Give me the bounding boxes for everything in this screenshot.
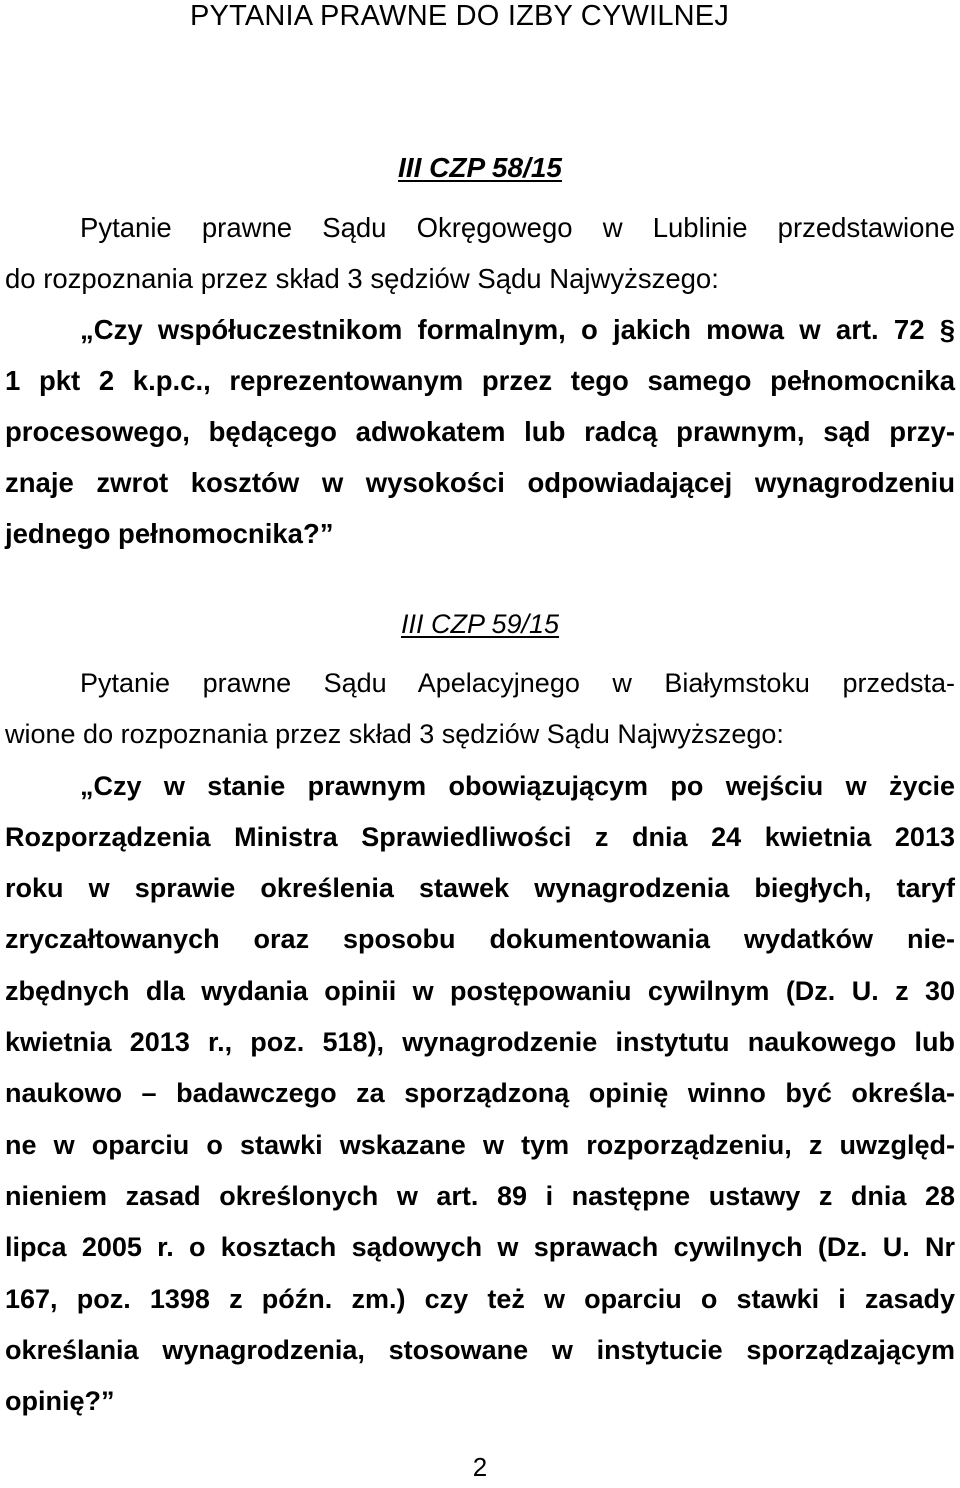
case-58-15-intro-line: do rozpoznania przez skład 3 sędziów Sądu Najwyższego:: [5, 263, 719, 294]
case-59-15-question-line: roku w sprawie określenia stawek wynagrodzenia biegłych, taryf: [5, 873, 955, 904]
case-59-15-question-line: naukowo – badawczego za sporządzoną opinię winno być określa-: [5, 1078, 955, 1109]
case-59-15-question-line: zbędnych dla wydania opinii w postępowaniu cywilnym (Dz. U. z 30: [5, 975, 955, 1006]
page-header: PYTANIA PRAWNE DO IZBY CYWILNEJ: [190, 0, 730, 32]
case-59-15-question-line: określania wynagrodzenia, stosowane w instytucie sporządzającym: [5, 1334, 955, 1365]
case-58-15-question-line: 1 pkt 2 k.p.c., reprezentowanym przez tego samego pełnomocnika: [5, 365, 955, 396]
page-number: 2: [472, 1452, 488, 1482]
case-59-15-question-line: zryczałtowanych oraz sposobu dokumentowania wydatków nie-: [5, 924, 955, 955]
case-58-15-question-line: jednego pełnomocnika?”: [5, 518, 334, 549]
case-59-15-question-line: opinię?”: [5, 1386, 115, 1417]
case-signature-58-15: III CZP 58/15: [398, 152, 562, 183]
case-59-15-question-line: kwietnia 2013 r., poz. 518), wynagrodzenie instytutu naukowego lub: [5, 1027, 955, 1058]
case-59-15-text: [5, 658, 955, 1427]
case-59-15-intro-line: Pytanie prawne Sądu Apelacyjnego w Białymstoku przedsta-: [80, 668, 955, 698]
case-signature-59-15: III CZP 59/15: [400, 609, 560, 639]
case-59-15-question-line: ne w oparciu o stawki wskazane w tym rozporządzeniu, z uwzględ-: [5, 1129, 955, 1160]
case-58-15-question-line: procesowego, będącego adwokatem lub radcą prawnym, sąd przy-: [5, 416, 955, 447]
case-58-15-question-line: znaje zwrot kosztów w wysokości odpowiadającej wynagrodzeniu: [5, 467, 955, 498]
case-59-15-question-line: lipca 2005 r. o kosztach sądowych w sprawach cywilnych (Dz. U. Nr: [5, 1232, 955, 1263]
case-58-15-text: [5, 202, 955, 559]
case-58-15-question-line: „Czy współuczestnikom formalnym, o jakich mowa w art. 72 §: [80, 314, 955, 345]
case-59-15-question-line: „Czy w stanie prawnym obowiązującym po wejściu w życie: [80, 770, 955, 801]
case-58-15-intro-line: Pytanie prawne Sądu Okręgowego w Lublinie przedstawione: [80, 212, 955, 243]
case-59-15-question-line: nieniem zasad określonych w art. 89 i następne ustawy z dnia 28: [5, 1180, 955, 1211]
case-59-15-question-line: Rozporządzenia Ministra Sprawiedliwości z dnia 24 kwietnia 2013: [5, 821, 955, 852]
case-59-15-question-line: 167, poz. 1398 z późn. zm.) czy też w oparciu o stawki i zasady: [5, 1283, 955, 1314]
case-59-15-intro-line: wione do rozpoznania przez skład 3 sędziów Sądu Najwyższego:: [5, 719, 784, 750]
